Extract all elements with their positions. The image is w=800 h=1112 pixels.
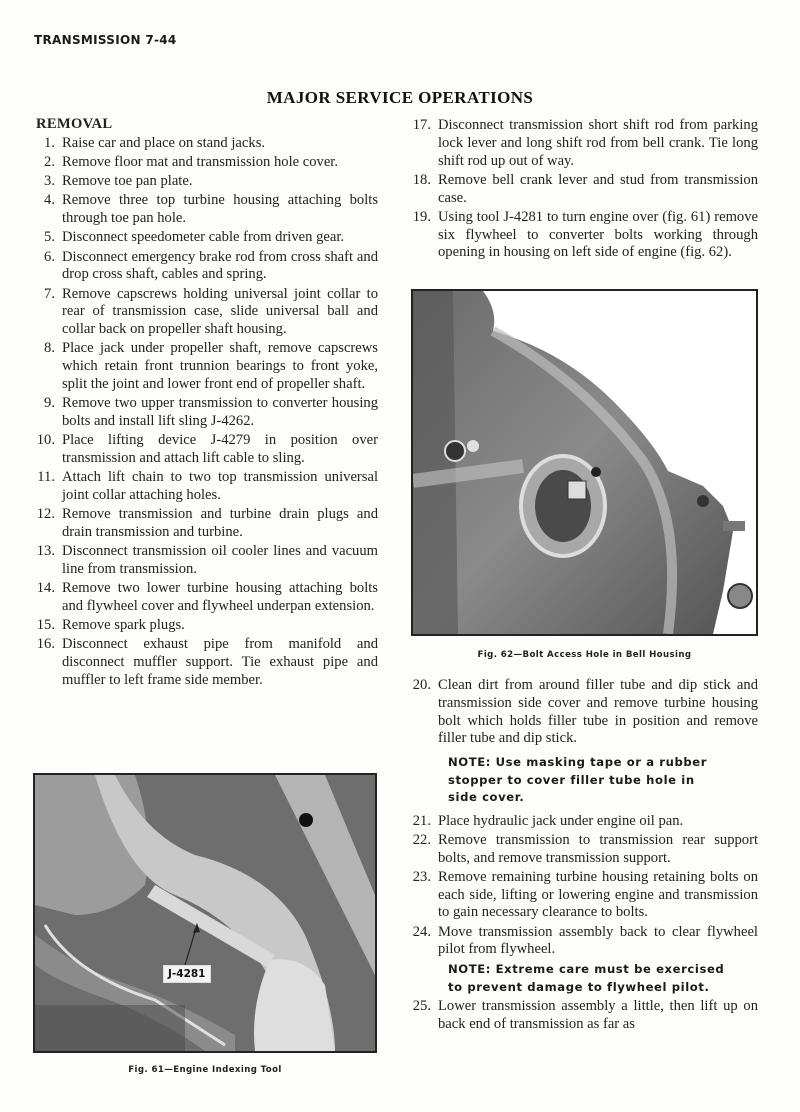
removal-subhead: REMOVAL [36, 116, 113, 132]
running-head: TRANSMISSION 7-44 [34, 33, 177, 47]
step-number: 1. [44, 134, 55, 151]
step-text: Remove remaining turbine housing retaining bolts on each side, lifting or lowering engine and transmission to gain necessary clearance to bolts. [438, 868, 758, 921]
list-item [36, 580, 378, 616]
step-number: 13. [36, 543, 55, 560]
list-item [36, 432, 378, 468]
step-number: 6. [44, 248, 55, 265]
step-number: 23. [412, 868, 431, 885]
note-flywheel-pilot: NOTE: Extreme care must be exercised to prevent damage to flywheel pilot. [448, 962, 725, 994]
figure-61-caption: Fig. 61—Engine Indexing Tool [128, 1065, 282, 1075]
step-text: Place hydraulic jack under engine oil pan. [438, 812, 684, 829]
list-item [36, 154, 378, 172]
step-text: Disconnect transmission short shift rod from parking lock lever and long shift rod from bell crank. Tie long shift rod up out of way. [438, 117, 758, 169]
step-number: 25. [412, 998, 431, 1015]
list-item [36, 506, 378, 542]
step-text: Clean dirt from around filler tube and dip stick and transmission side cover and remove turbine housing bolt which holds filler tube in position and remove filler tube and dip stick. [438, 677, 758, 747]
figure-62-bell-housing-photo [411, 289, 758, 636]
right-column-bottom [412, 677, 758, 1035]
step-text: Remove toe pan plate. [62, 173, 193, 190]
step-number: 21. [412, 812, 431, 829]
step-text: Raise car and place on stand jacks. [62, 134, 266, 151]
step-text: Remove transmission to transmission rear support bolts, and remove transmission support. [438, 831, 758, 866]
list-item [36, 636, 378, 689]
removal-steps-list-25 [412, 998, 758, 1034]
step-text: Attach lift chain to two top transmission universal joint collar attaching holes. [62, 469, 378, 503]
list-item [36, 340, 378, 393]
list-item [412, 172, 758, 208]
step-text: Remove three top turbine housing attaching bolts through toe pan hole. [62, 192, 378, 227]
step-text: Disconnect exhaust pipe from manifold and disconnect muffler support. Tie exhaust pipe and muffler to left frame side member. [62, 636, 378, 688]
list-item [36, 229, 378, 247]
step-number: 24. [412, 923, 431, 940]
step-text: Disconnect emergency brake rod from cross shaft and drop cross shaft, cables and spring. [62, 248, 378, 283]
step-number: 18. [412, 171, 431, 188]
step-number: 20. [412, 677, 431, 693]
list-item [36, 469, 378, 505]
list-item [412, 813, 758, 831]
step-text: Remove bell crank lever and stud from transmission case. [438, 171, 758, 206]
list-item [36, 192, 378, 228]
step-number: 9. [44, 395, 55, 412]
step-number: 15. [36, 616, 55, 633]
list-item [412, 209, 758, 262]
step-text: Remove spark plugs. [62, 616, 185, 633]
step-number: 14. [36, 580, 55, 596]
list-item [36, 249, 378, 285]
list-item [412, 677, 758, 748]
step-number: 8. [44, 340, 55, 357]
removal-steps-list-20 [412, 677, 758, 748]
removal-steps-list-continued [412, 117, 758, 262]
step-number: 16. [36, 636, 55, 653]
bolt-head [568, 481, 586, 499]
step-text: Using tool J-4281 to turn engine over (fig. 61) remove six flywheel to converter bolts working through opening in housing on left side of engine (fig. 62). [438, 208, 758, 261]
left-column [36, 116, 378, 691]
step-text: Disconnect transmission oil cooler lines and vacuum line from transmission. [62, 543, 378, 577]
step-number: 3. [44, 173, 55, 190]
section-title: MAJOR SERVICE OPERATIONS [266, 88, 534, 107]
list-item [36, 617, 378, 635]
figure-62-caption: Fig. 62—Bolt Access Hole in Bell Housing [477, 650, 692, 660]
bell-housing-illustration [413, 291, 756, 634]
list-item [36, 135, 378, 153]
list-item [412, 117, 758, 170]
list-item [36, 173, 378, 191]
step-text: Remove two lower turbine housing attaching bolts and flywheel cover and flywheel underpan extension. [62, 580, 378, 614]
step-number: 12. [36, 506, 55, 523]
step-text: Remove transmission and turbine drain plugs and drain transmission and turbine. [62, 506, 378, 540]
list-item [36, 543, 378, 579]
step-text: Place jack under propeller shaft, remove capscrews which retain front trunnion bearings to front yoke, split the joint and lower front end of propeller shaft. [62, 340, 378, 392]
removal-steps-list [36, 135, 378, 690]
step-text: Place lifting device J-4279 in position over transmission and attach lift cable to sling. [62, 432, 378, 466]
step-number: 11. [37, 469, 55, 486]
list-item [412, 832, 758, 868]
step-text: Disconnect speedometer cable from driven gear. [62, 229, 345, 246]
step-number: 4. [44, 192, 55, 209]
step-number: 2. [44, 153, 55, 170]
tool-callout-label: J-4281 [163, 965, 211, 983]
step-number: 17. [412, 117, 431, 133]
list-item [412, 998, 758, 1034]
list-item [36, 286, 378, 339]
removal-steps-list-21-24 [412, 813, 758, 960]
step-number: 7. [44, 285, 55, 302]
step-text: Remove two upper transmission to converter housing bolts and install lift sling J-4262. [62, 395, 378, 429]
right-column-top [412, 117, 758, 264]
figure-61-engine-indexing-tool-photo [33, 773, 377, 1053]
step-text: Move transmission assembly back to clear flywheel pilot from flywheel. [438, 923, 758, 958]
step-text: Remove floor mat and transmission hole cover. [62, 153, 339, 170]
note-filler-tube: NOTE: Use masking tape or a rubber stopper to cover filler tube hole in side cover. [448, 755, 708, 805]
step-number: 19. [412, 208, 431, 225]
step-text: Lower transmission assembly a little, then lift up on back end of transmission as far as [438, 998, 758, 1033]
engine-indexing-illustration [35, 775, 375, 1051]
step-number: 22. [412, 831, 431, 848]
step-number: 10. [36, 432, 55, 449]
step-text: Remove capscrews holding universal joint collar to rear of transmission case, slide universal ball and collar back on propeller shaft housing. [62, 285, 378, 338]
list-item [412, 869, 758, 922]
list-item [36, 395, 378, 431]
wing-nut [445, 441, 465, 461]
list-item [412, 924, 758, 960]
step-number: 5. [44, 229, 55, 246]
